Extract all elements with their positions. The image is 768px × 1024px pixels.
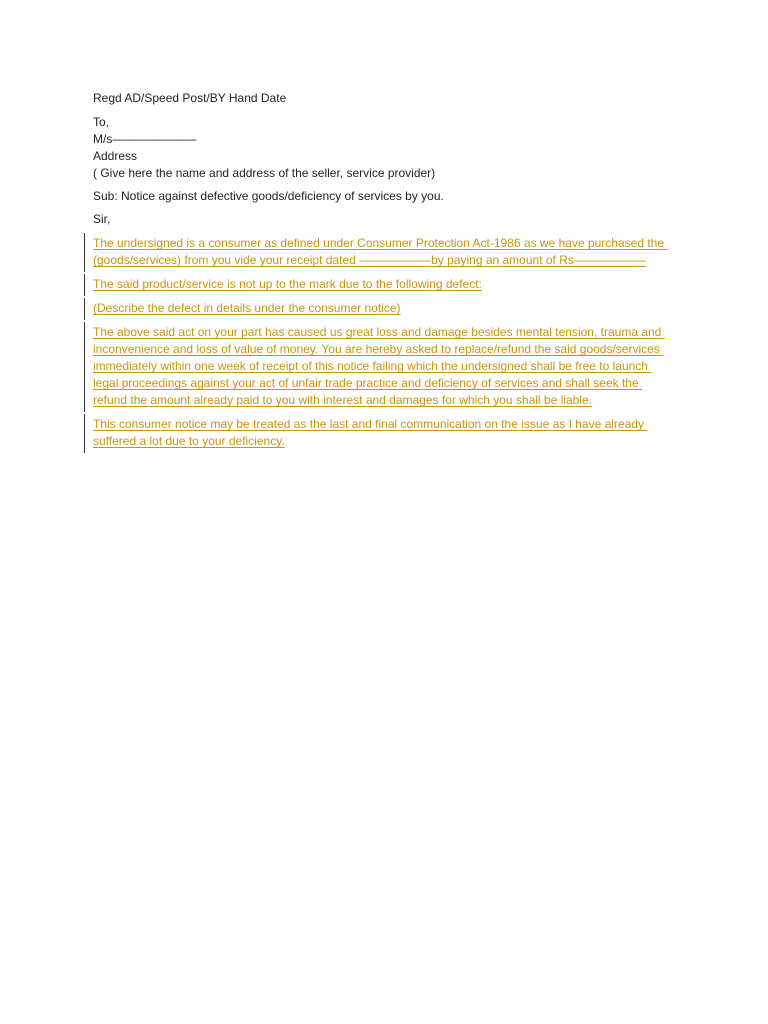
change-bar <box>84 298 85 320</box>
paragraph-text: This consumer notice may be treated as the last and final communication on the issue as I have already suffered a lot due to your deficiency. <box>93 417 648 448</box>
paragraph-text: (Describe the defect in details under the consumer notice) <box>93 301 401 315</box>
paragraph-final-notice <box>93 416 673 450</box>
salutation: Sir, <box>93 212 111 226</box>
paragraph-defect-description <box>93 300 673 317</box>
change-bar <box>84 322 85 412</box>
paragraph-text: The undersigned is a consumer as defined under Consumer Protection Act-1986 as we have purchased the (goods/services) from you vide your receipt dated ——————by paying an amount of Rs—————— <box>93 236 668 267</box>
paragraph-demand <box>93 324 673 409</box>
to-line: To, <box>93 115 110 129</box>
change-bar <box>84 414 85 453</box>
ms-line: M/s——————— <box>93 132 197 146</box>
subject-line: Sub: Notice against defective goods/deficiency of services by you. <box>93 189 444 203</box>
paragraph-text: The said product/service is not up to the mark due to the following defect: <box>93 277 482 291</box>
letter-body <box>93 90 673 450</box>
change-bar <box>84 274 85 296</box>
delivery-header: Regd AD/Speed Post/BY Hand Date <box>93 91 287 105</box>
paragraph-consumer-claim <box>93 235 673 269</box>
change-bar <box>84 233 85 272</box>
paragraph-text: The above said act on your part has caused us great loss and damage besides mental tension, trauma and inconvenience and loss of value of money. You are hereby asked to replace/refund the said goods/services immediately within one week of receipt of this notice failing which the undersigned shall be free to launch legal proceedings against your act of unfair trade practice and deficiency of services and shall seek the refund the amount already paid to you with interest and damages for which you shall be liable. <box>93 325 665 407</box>
instruction-line: ( Give here the name and address of the seller, service provider) <box>93 166 436 180</box>
paragraph-defect-statement <box>93 276 673 293</box>
address-line: Address <box>93 149 138 163</box>
